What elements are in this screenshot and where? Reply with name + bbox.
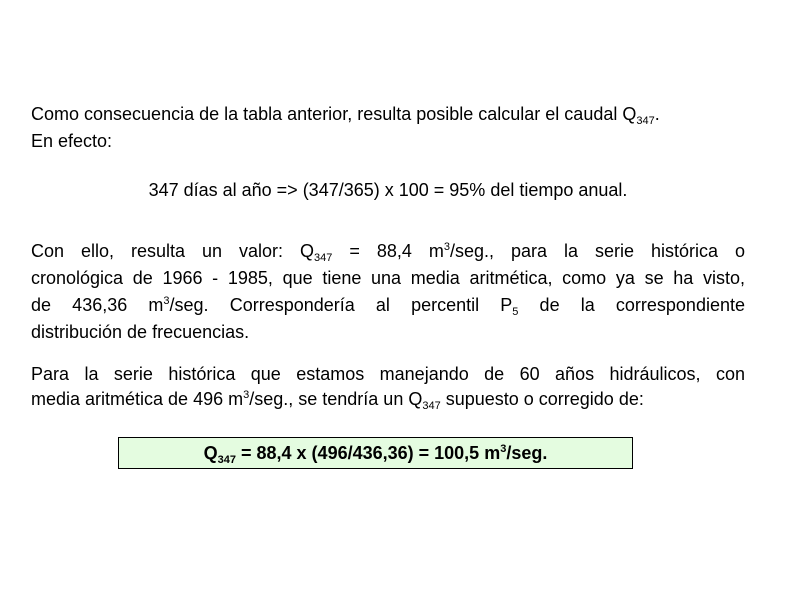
formula-box bbox=[118, 437, 633, 469]
paragraph-1-line-2: En efecto: bbox=[31, 131, 113, 151]
paragraph-1-line-1: Como consecuencia de la tabla anterior, resulta posible calcular el caudal $Q_{347}$. bbox=[31, 104, 660, 127]
paragraph-3-line-2: media aritmética de 496 $m^3$/seg., se tendría un $Q_{347}$ supuesto o corregido de: bbox=[31, 389, 644, 412]
formula-text: $Q_{347} = 88,4$ x (496/436,36) = 100,5 $m^3$/seg. bbox=[203, 442, 548, 466]
subscript: 347 bbox=[636, 115, 655, 127]
paragraph-2-line-2: cronológica de 1966 - 1985, que tiene una media aritmética, como ya se ha visto, bbox=[31, 268, 745, 288]
paragraph-2-line-4: distribución de frecuencias. bbox=[31, 322, 250, 342]
paragraph-3-line-1: Para la serie histórica que estamos manejando de 60 años hidráulicos, con bbox=[31, 364, 745, 384]
centered-calculation: 347 días al año => (347/365) x 100 = 95% del tiempo anual. bbox=[148, 180, 628, 200]
paragraph-2-line-3: de 436,36 $m^3$/seg. Correspondería al percentil $P_5$ de la correspondiente bbox=[31, 295, 745, 318]
paragraph-2-line-1: Con ello, resulta un valor: $Q_{347} = 88,4$ $m^3$/seg., para la serie histórica o bbox=[31, 241, 745, 264]
